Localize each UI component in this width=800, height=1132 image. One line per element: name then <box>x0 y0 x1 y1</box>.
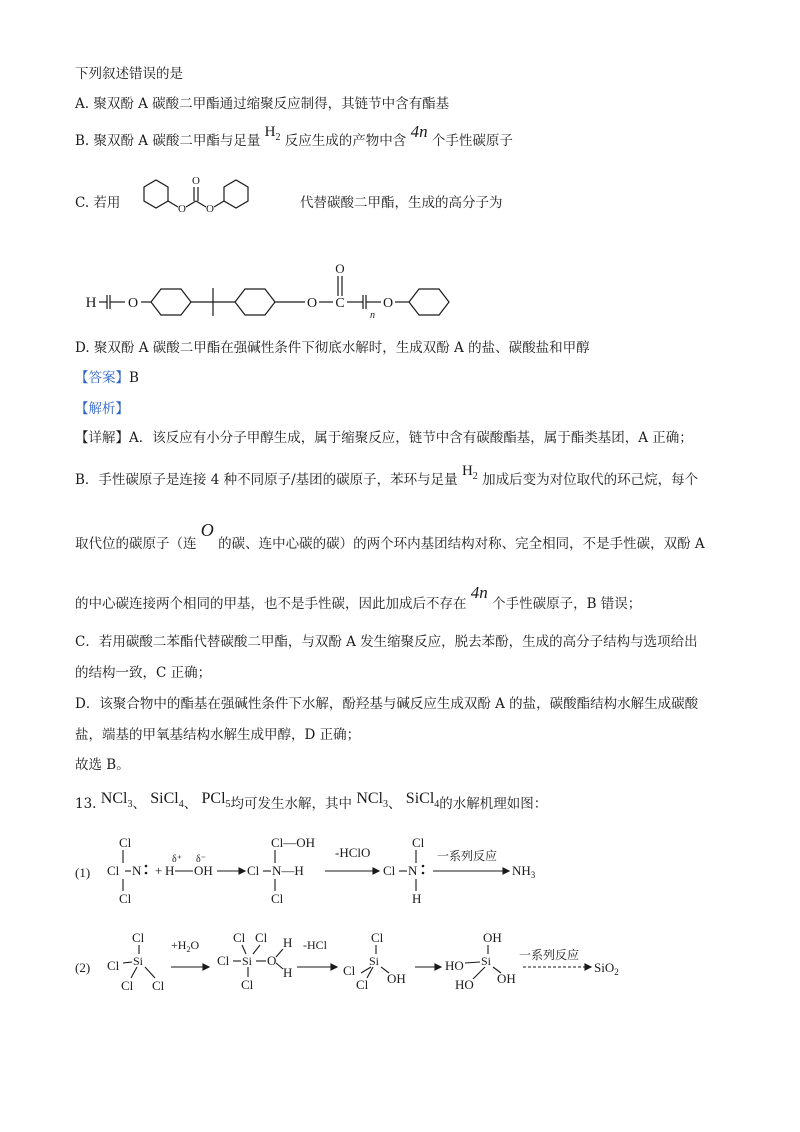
sio2-sub: 2 <box>614 967 619 977</box>
mech2-series: 一系列反应 <box>519 948 580 962</box>
mech2-int-si: Si <box>242 954 253 968</box>
option-c-text-1: C. 若用 <box>75 195 121 211</box>
mech1-n: N <box>132 863 142 878</box>
mech1-int-cl-left: Cl <box>247 863 260 878</box>
mech2-p2-ho-left: HO <box>445 958 464 973</box>
answer-value: B <box>129 370 139 386</box>
4n-value: 4n <box>410 122 428 141</box>
polymer-ring-1 <box>151 289 191 315</box>
explanation-line-2 <box>75 463 699 496</box>
h2-subscript-2: 2 <box>472 471 478 482</box>
polymer-structure <box>85 258 465 328</box>
formula-ncl3-2-main: NCl <box>356 790 383 807</box>
mech2-p2-oh-top: OH <box>483 930 502 945</box>
ester-oxygen-1: O <box>178 203 186 215</box>
carbonyl-oxygen: O <box>192 175 200 187</box>
formula-ncl3-2 <box>356 790 388 811</box>
polymer-ring-2 <box>235 289 275 315</box>
formula-pcl5-sub: 5 <box>225 799 231 811</box>
h2-formula-2 <box>461 463 478 482</box>
mech1-label: (1) <box>75 865 91 880</box>
formula-sicl4-sub: 4 <box>178 799 184 811</box>
formula-ncl3-sub: 3 <box>127 799 133 811</box>
formula-ncl3-main: NCl <box>100 790 128 807</box>
explanation-line-3-text-2: 的碳、连中心碳的碳）的两个环内基团结构对称、完全相同，不是手性碳，双酚 A <box>218 536 705 552</box>
explanation-line-4-text-2: 个手性碳原子，B 错误； <box>492 596 642 612</box>
mech2-si: Si <box>133 954 144 968</box>
nh3-sub: 3 <box>530 870 536 880</box>
ncl3-hydrolysis-mechanism <box>75 830 555 910</box>
sio2-product <box>594 960 619 977</box>
explanation-line-3 <box>75 520 705 554</box>
mech2-p1-oh: OH <box>387 971 406 986</box>
explanation-line-2-text-2: 加成后变为对位取代的环己烷，每个 <box>482 472 699 488</box>
polymer-o-1: O <box>127 296 139 311</box>
option-d: D. 聚双酚 A 碳酸二甲酯在强碱性条件下彻底水解时，生成双酚 A 的盐、碳酸盐和甲醇 <box>75 340 590 356</box>
h2-subscript: 2 <box>275 132 281 143</box>
separator-2: 、 <box>183 796 198 812</box>
mech1-cl-top: Cl <box>119 835 132 850</box>
minus-hcl: -HCl <box>303 938 327 952</box>
nh3-main: NH <box>512 863 531 878</box>
polymer-o-carbonyl: O <box>335 261 345 276</box>
mech1-plus: + <box>155 863 163 878</box>
h2-symbol-2: H <box>461 463 473 479</box>
q13-number: 13. <box>75 796 97 812</box>
q13-text-mid: 均可发生水解，其中 <box>230 796 353 812</box>
explanation-line-8: 盐，端基的甲氧基结构水解生成甲醇，D 正确； <box>75 727 361 743</box>
mech2-int-h-bottom: H <box>283 965 293 980</box>
explanation-line-4-text-1: 的中心碳连接两个相同的甲基，也不是手性碳，因此加成后不存在 <box>75 596 467 612</box>
option-b-text-1: B. 聚双酚 A 碳酸二甲酯与足量 <box>75 133 261 149</box>
mech2-p1-cl-left: Cl <box>343 963 356 978</box>
mech2-int-o: O <box>267 953 277 968</box>
question-stem: 下列叙述错误的是 <box>75 66 183 82</box>
delta-minus: δ⁻ <box>196 854 206 865</box>
mech1-int-cl-bottom: Cl <box>271 891 284 906</box>
benzene-ring-left <box>144 180 168 208</box>
formula-sicl4 <box>150 790 184 811</box>
plus-h2o <box>171 938 199 954</box>
mech2-p1-si: Si <box>369 954 380 968</box>
mech2-cl-left: Cl <box>107 958 120 973</box>
mech1-h: H <box>165 863 175 878</box>
mech1-prod-cl-left: Cl <box>383 863 396 878</box>
formula-sicl4-main: SiCl <box>150 790 179 807</box>
mech1-oh: OH <box>194 863 213 878</box>
mech1-prod-n: N <box>408 863 418 878</box>
polymer-n: n <box>370 310 375 321</box>
option-b-text-2: 反应生成的产物中含 <box>284 133 407 149</box>
question-13 <box>75 791 547 823</box>
polymer-ring-end <box>409 289 449 315</box>
sio2-main: SiO <box>594 960 615 975</box>
mech1-prod-h: H <box>412 891 422 906</box>
polymer-c: C <box>335 296 345 311</box>
mech1-int-nh: N—H <box>272 863 304 878</box>
minus-hclo: -HClO <box>335 845 371 860</box>
mech1-cl-bottom: Cl <box>119 891 132 906</box>
option-a: A. 聚双酚 A 碳酸二甲酯通过缩聚反应制得，其链节中含有酯基 <box>75 96 450 112</box>
mech2-p2-oh-right: OH <box>497 971 516 986</box>
4n-value-2: 4n <box>470 583 488 602</box>
mech2-p1-cl-top: Cl <box>371 930 384 945</box>
sicl4-hydrolysis-mechanism <box>75 925 635 1005</box>
plus-h2o-tail: O <box>190 938 200 952</box>
option-b-text-3: 个手性碳原子 <box>431 133 513 149</box>
mech2-int-cl-1: Cl <box>233 930 246 945</box>
explanation-line-1: 【详解】A．该反应有小分子甲醇生成，属于缩聚反应，链节中含有碳酸酯基，属于酯类基团，A 正确； <box>75 430 693 446</box>
mech2-int-cl-left: Cl <box>217 953 230 968</box>
mech2-label: (2) <box>75 960 91 975</box>
mech2-p2-ho-bottom: HO <box>455 977 474 992</box>
mech2-int-cl-2: Cl <box>255 930 268 945</box>
explanation-line-2-text-1: B．手性碳原子是连接 4 种不同原子/基团的碳原子，苯环与足量 <box>75 472 458 488</box>
polymer-o-3: O <box>382 296 394 311</box>
formula-sicl4-2-sub: 4 <box>434 799 440 811</box>
formula-ncl3-2-sub: 3 <box>383 799 388 811</box>
mech2-p1-cl-bottom: Cl <box>356 977 369 992</box>
mech2-cl-top: Cl <box>132 930 145 945</box>
formula-sicl4-2-main: SiCl <box>405 790 435 807</box>
explanation-line-4 <box>75 583 642 614</box>
polymer-o-2: O <box>306 296 318 311</box>
plus-h2o-main: +H <box>171 938 187 952</box>
separator-3: 、 <box>388 796 402 812</box>
diphenyl-carbonate-structure <box>132 165 292 220</box>
mech1-cl-left: Cl <box>107 863 120 878</box>
explanation-line-5: C．若用碳酸二苯酯代替碳酸二甲酯，与双酚 A 发生缩聚反应，脱去苯酚，生成的高分子结构与选项给出 <box>75 634 698 650</box>
formula-pcl5 <box>201 790 231 811</box>
mech2-cl-bottom-right: Cl <box>152 978 165 993</box>
plus-h2o-sub: 2 <box>186 945 191 954</box>
answer-label: 【答案】 <box>75 370 129 386</box>
mech1-series: 一系列反应 <box>437 849 498 863</box>
delta-plus: δ⁺ <box>172 854 182 865</box>
mech2-int-h-top: H <box>283 935 293 950</box>
analysis-label: 【解析】 <box>75 401 129 417</box>
explanation-line-7: D．该聚合物中的酯基在强碱性条件下水解，酚羟基与碱反应生成双酚 A 的盐，碳酸酯结构水解生成碳酸 <box>75 696 699 712</box>
mech2-int-cl-bottom: Cl <box>241 977 254 992</box>
polymer-h: H <box>85 295 97 311</box>
formula-ncl3 <box>100 790 133 811</box>
explanation-line-3-text-1: 取代位的碳原子（连 <box>75 536 197 552</box>
option-c-text-2: 代替碳酸二甲酯，生成的高分子为 <box>300 195 503 211</box>
separator-1: 、 <box>132 796 146 812</box>
o-symbol: O <box>200 520 214 540</box>
formula-sicl4-2 <box>405 790 440 811</box>
option-b <box>75 122 513 157</box>
nh3-product <box>512 863 536 880</box>
h2-formula <box>264 124 281 143</box>
mech1-prod-cl-top: Cl <box>412 835 425 850</box>
mech2-cl-bottom-left: Cl <box>121 978 134 993</box>
explanation-line-6: 的结构一致，C 正确； <box>75 665 212 681</box>
formula-pcl5-main: PCl <box>201 790 226 807</box>
explanation-line-9: 故选 B。 <box>75 757 130 773</box>
mech1-int-cloh: Cl—OH <box>271 835 316 850</box>
benzene-ring-right <box>224 180 248 208</box>
q13-text-tail: 的水解机理如图： <box>439 796 548 812</box>
ester-oxygen-2: O <box>206 203 214 215</box>
answer-line <box>75 368 139 388</box>
h2-symbol: H <box>264 124 276 140</box>
mech2-p2-si: Si <box>481 954 492 968</box>
